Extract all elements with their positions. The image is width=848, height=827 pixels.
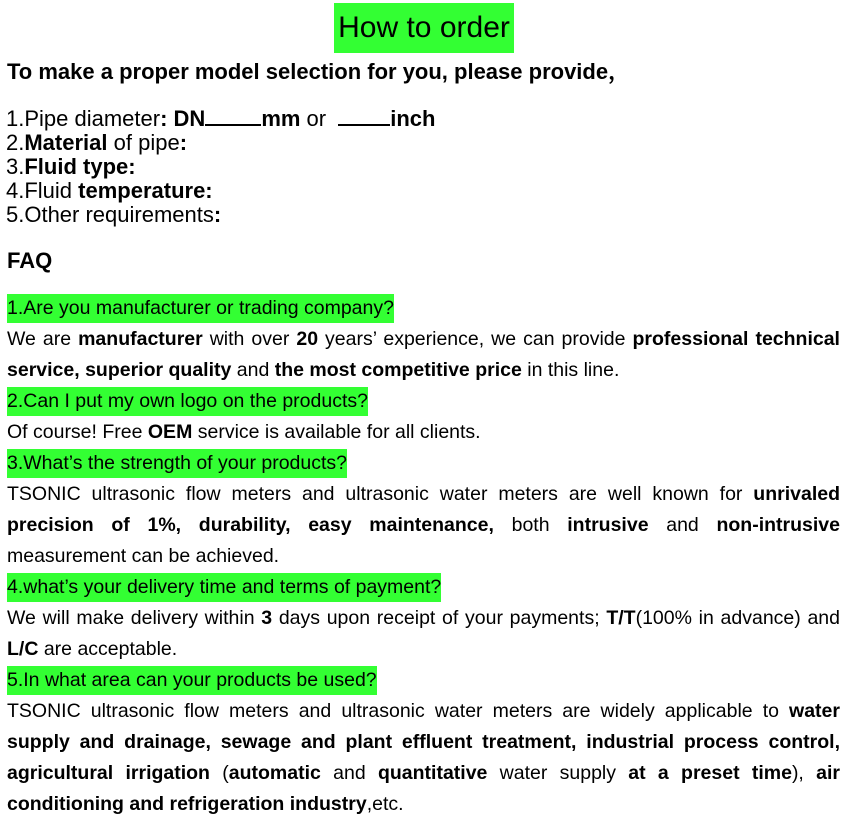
faq-list: [7, 293, 840, 820]
requirement-material: 2.Material of pipe:: [6, 130, 188, 155]
faq-answer: TSONIC ultrasonic flow meters and ultrasonic water meters are well known for unrivaled precision of 1%, durability, easy maintenance, both intrusive and non-intrusive measurement can be achieved.: [7, 483, 840, 567]
blank-line: [205, 106, 261, 126]
page-title: How to order: [334, 3, 514, 53]
requirements-list: [6, 106, 435, 227]
faq-question: 2.Can I put my own logo on the products?: [7, 387, 368, 416]
faq-item: [7, 386, 840, 448]
intro-text: To make a proper model selection for you, please provide，: [7, 59, 631, 84]
faq-question: 4.what’s your delivery time and terms of payment?: [7, 573, 441, 602]
blank-line: [338, 106, 390, 126]
faq-item: [7, 293, 840, 386]
requirement-other: 5.Other requirements:: [6, 202, 222, 227]
faq-item: [7, 572, 840, 665]
faq-answer: We are manufacturer with over 20 years’ experience, we can provide professional technical service, superior quality and the most competitive price in this line.: [7, 328, 840, 381]
faq-item: [7, 448, 840, 572]
faq-question: 3.What’s the strength of your products?: [7, 449, 347, 478]
faq-question: 5.In what area can your products be used?: [7, 666, 377, 695]
title-area: [0, 0, 848, 53]
requirement-fluid-type: 3.Fluid type:: [6, 154, 136, 179]
faq-answer: We will make delivery within 3 days upon receipt of your payments; T/T(100% in advance) and L/C are acceptable.: [7, 607, 840, 660]
requirement-pipe-diameter: 1.Pipe diameter: DN mm or inch: [6, 106, 436, 131]
faq-question: 1.Are you manufacturer or trading company?: [7, 294, 394, 323]
requirement-fluid-temperature: 4.Fluid temperature:: [6, 178, 213, 203]
faq-item: [7, 665, 840, 820]
faq-answer: Of course! Free OEM service is available for all clients.: [7, 421, 481, 443]
faq-heading: FAQ: [7, 248, 53, 273]
faq-answer: TSONIC ultrasonic flow meters and ultrasonic water meters are widely applicable to water supply and drainage, sewage and plant effluent treatment, industrial process control, agricultural irrigation (automatic and quantitative water supply at a preset time), air conditioning and refrigeration industry,etc.: [7, 700, 840, 815]
